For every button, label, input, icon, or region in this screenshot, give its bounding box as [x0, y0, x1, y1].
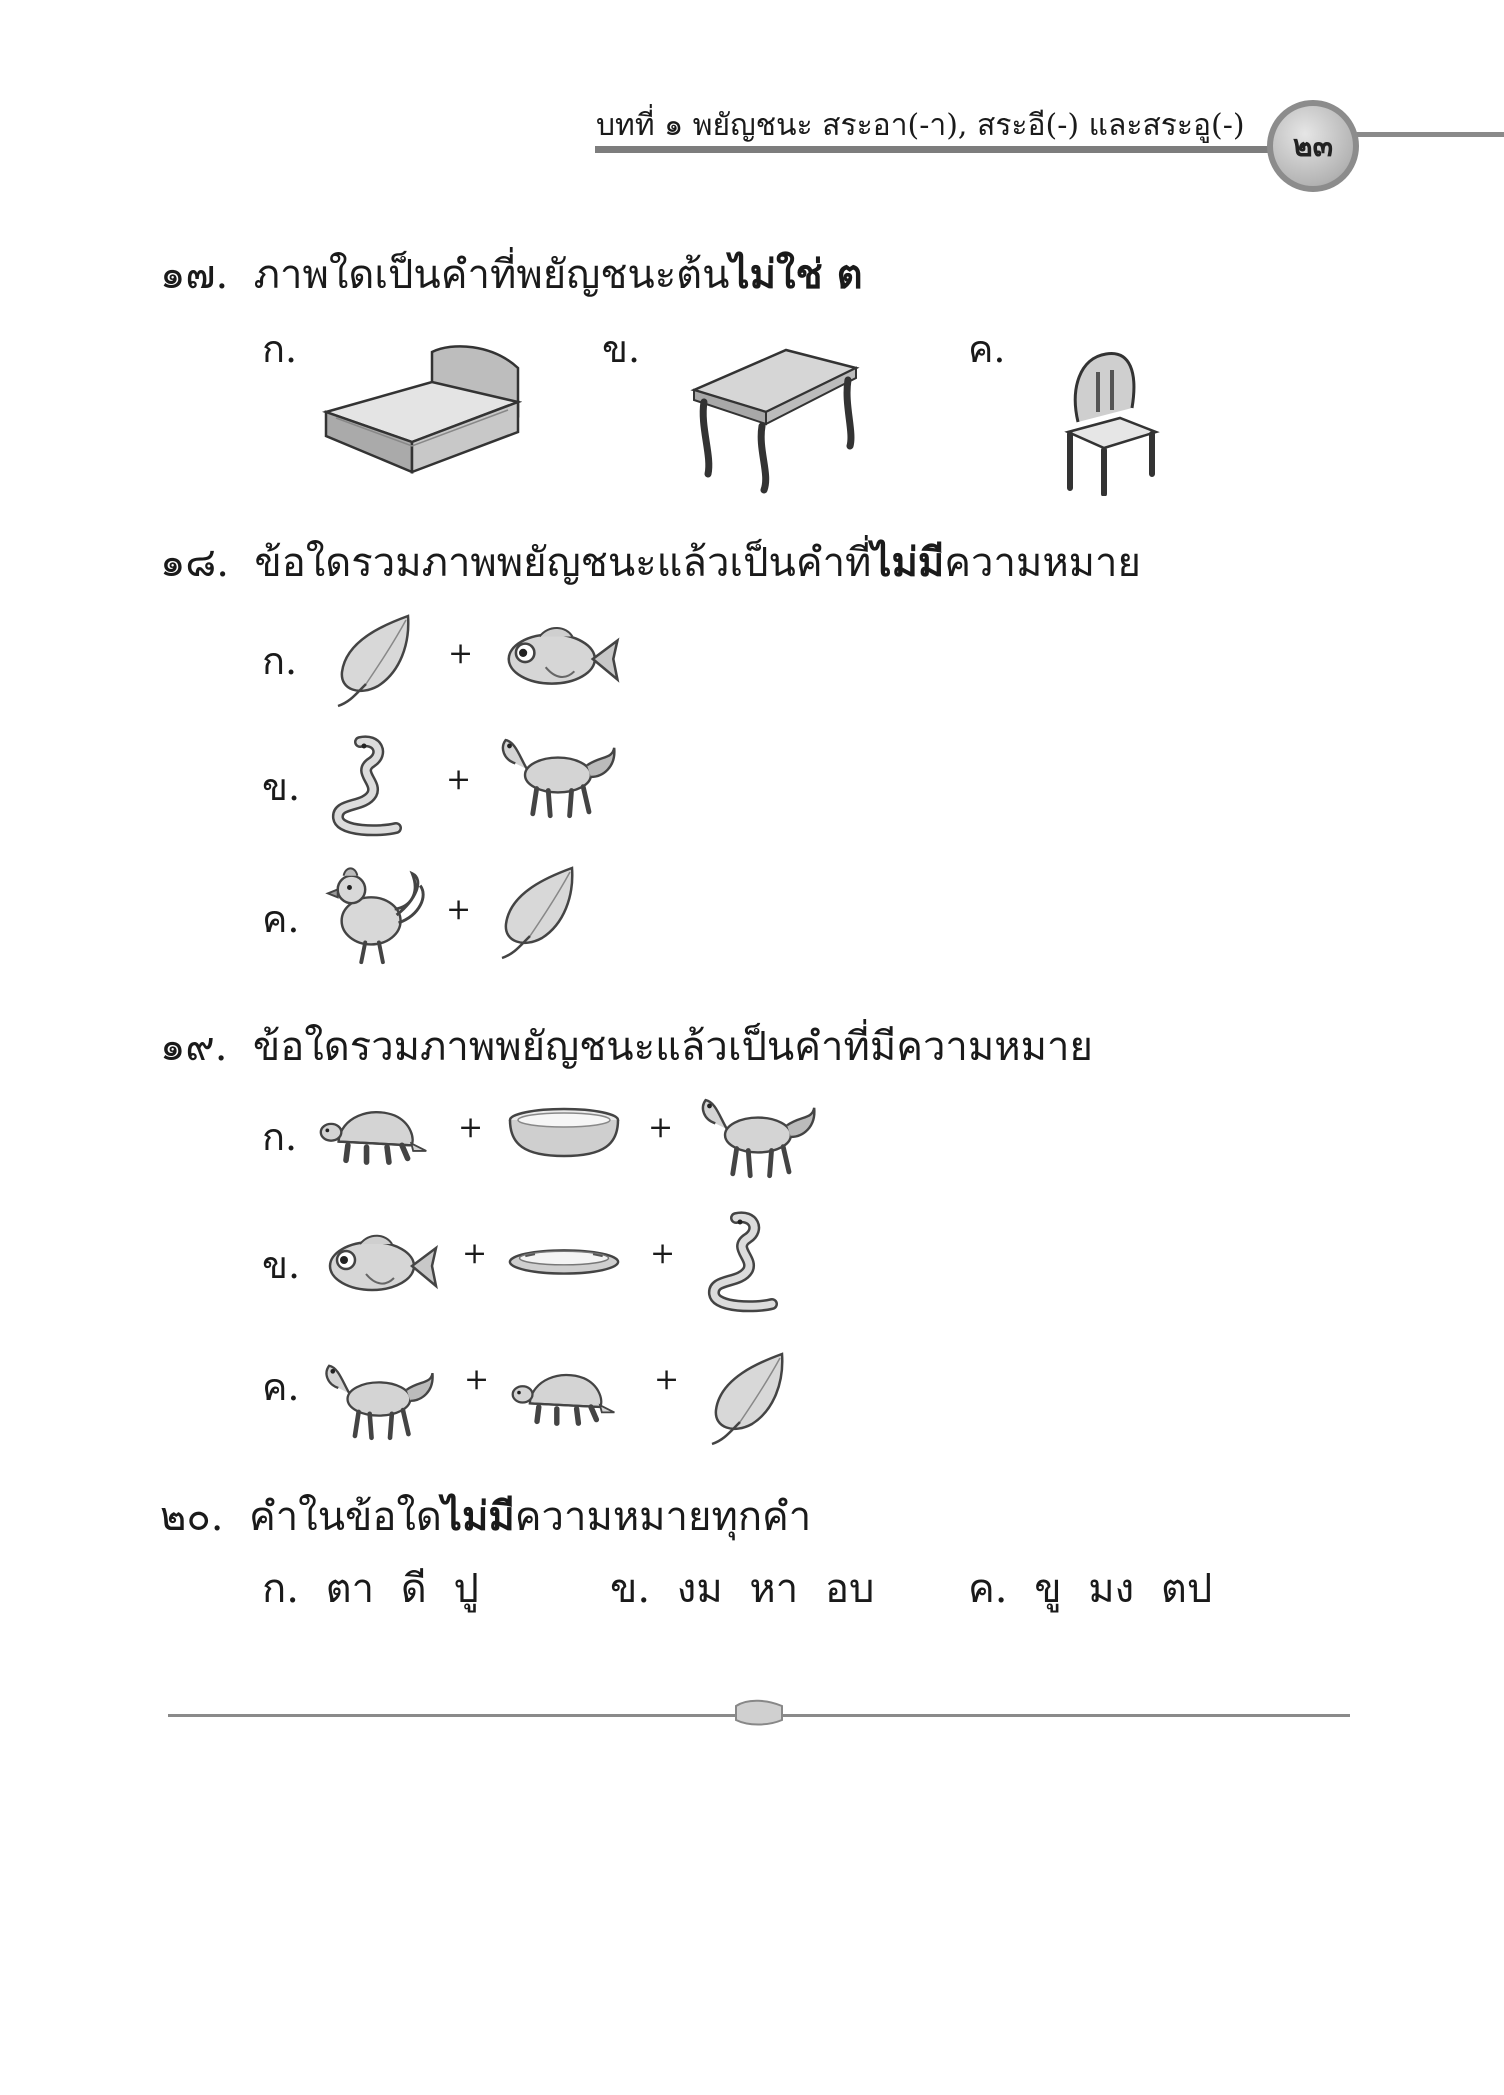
bed-icon — [322, 342, 522, 482]
horse-icon — [694, 1086, 820, 1184]
leaf-icon — [326, 608, 426, 712]
question-text: ข้อใดรวมภาพพยัญชนะแล้วเป็นคำที่มีความหมาย — [252, 1024, 1093, 1070]
choice-b — [610, 1556, 874, 1620]
horse-icon — [318, 1352, 438, 1446]
option-label: ก. — [262, 1566, 299, 1612]
option-words: ขู มง ตป — [1034, 1566, 1213, 1612]
footer-ornament-icon — [732, 1698, 786, 1728]
question-text-post: ความหมาย — [944, 540, 1141, 586]
plus-sign: + — [654, 1362, 680, 1397]
plus-sign: + — [446, 892, 472, 927]
horse-icon — [494, 726, 620, 824]
plus-sign: + — [446, 762, 472, 797]
option-label: ค. — [262, 1365, 300, 1409]
question-number: ๑๙. — [160, 1024, 228, 1070]
bowl-icon — [504, 1104, 624, 1164]
option-label: ก. — [262, 1115, 298, 1159]
option-label: ข. — [262, 765, 301, 809]
leaf-icon — [700, 1346, 800, 1450]
plus-sign: + — [462, 1236, 488, 1271]
plus-sign: + — [650, 1236, 676, 1271]
turtle-icon — [510, 1362, 618, 1434]
option-words: ตา ดี ปู — [325, 1566, 479, 1612]
chapter-title: บทที่ ๑ พยัญชนะ สระอา(-า), สระอี(-) และสระอู(-) — [596, 108, 1245, 143]
option-words: งม หา อบ — [676, 1566, 875, 1612]
page-number-badge — [1267, 100, 1359, 192]
turtle-icon — [318, 1098, 430, 1174]
question-number: ๒๐. — [160, 1494, 224, 1540]
rooster-icon — [322, 860, 430, 968]
snake-icon — [702, 1208, 782, 1318]
option-label: ก. — [262, 639, 298, 683]
snake-icon — [326, 732, 406, 842]
option-label: ข. — [610, 1566, 651, 1612]
option-label: ข. — [262, 1243, 301, 1287]
plate-icon — [506, 1240, 622, 1280]
choice-a — [262, 1556, 479, 1620]
question-text-post: ความหมายทุกคำ — [514, 1494, 812, 1540]
option-label: ค. — [968, 327, 1006, 371]
fish-icon — [318, 1226, 442, 1306]
question-number: ๑๘. — [160, 540, 229, 586]
question-17 — [160, 242, 863, 306]
fish-icon — [496, 618, 624, 700]
table-icon — [690, 346, 860, 494]
option-label: ค. — [262, 897, 300, 941]
question-text: คำในข้อใด — [248, 1494, 442, 1540]
plus-sign: + — [464, 1362, 490, 1397]
plus-sign: + — [648, 1110, 674, 1145]
option-label: ข. — [602, 327, 641, 371]
header-rule — [595, 146, 1295, 153]
question-text-bold: ไม่มี — [441, 1493, 515, 1540]
question-20 — [160, 1484, 811, 1548]
question-18 — [160, 530, 1141, 594]
question-19 — [160, 1014, 1093, 1078]
header-rule-right — [1340, 132, 1504, 137]
question-text-bold: ไม่มี — [871, 539, 945, 586]
choice-c — [968, 1556, 1212, 1620]
question-text: ข้อใดรวมภาพพยัญชนะแล้วเป็นคำที่ — [254, 540, 872, 586]
plus-sign: + — [458, 1110, 484, 1145]
leaf-icon — [490, 860, 590, 964]
option-label: ค. — [968, 1566, 1008, 1612]
question-text-bold: ไม่ใช่ ต — [729, 251, 863, 298]
question-text: ภาพใดเป็นคำที่พยัญชนะต้น — [253, 252, 730, 298]
page-number: ๒๓ — [1292, 128, 1334, 164]
question-number: ๑๗. — [160, 252, 229, 298]
plus-sign: + — [448, 636, 474, 671]
chair-icon — [1060, 348, 1160, 496]
option-label: ก. — [262, 327, 298, 371]
